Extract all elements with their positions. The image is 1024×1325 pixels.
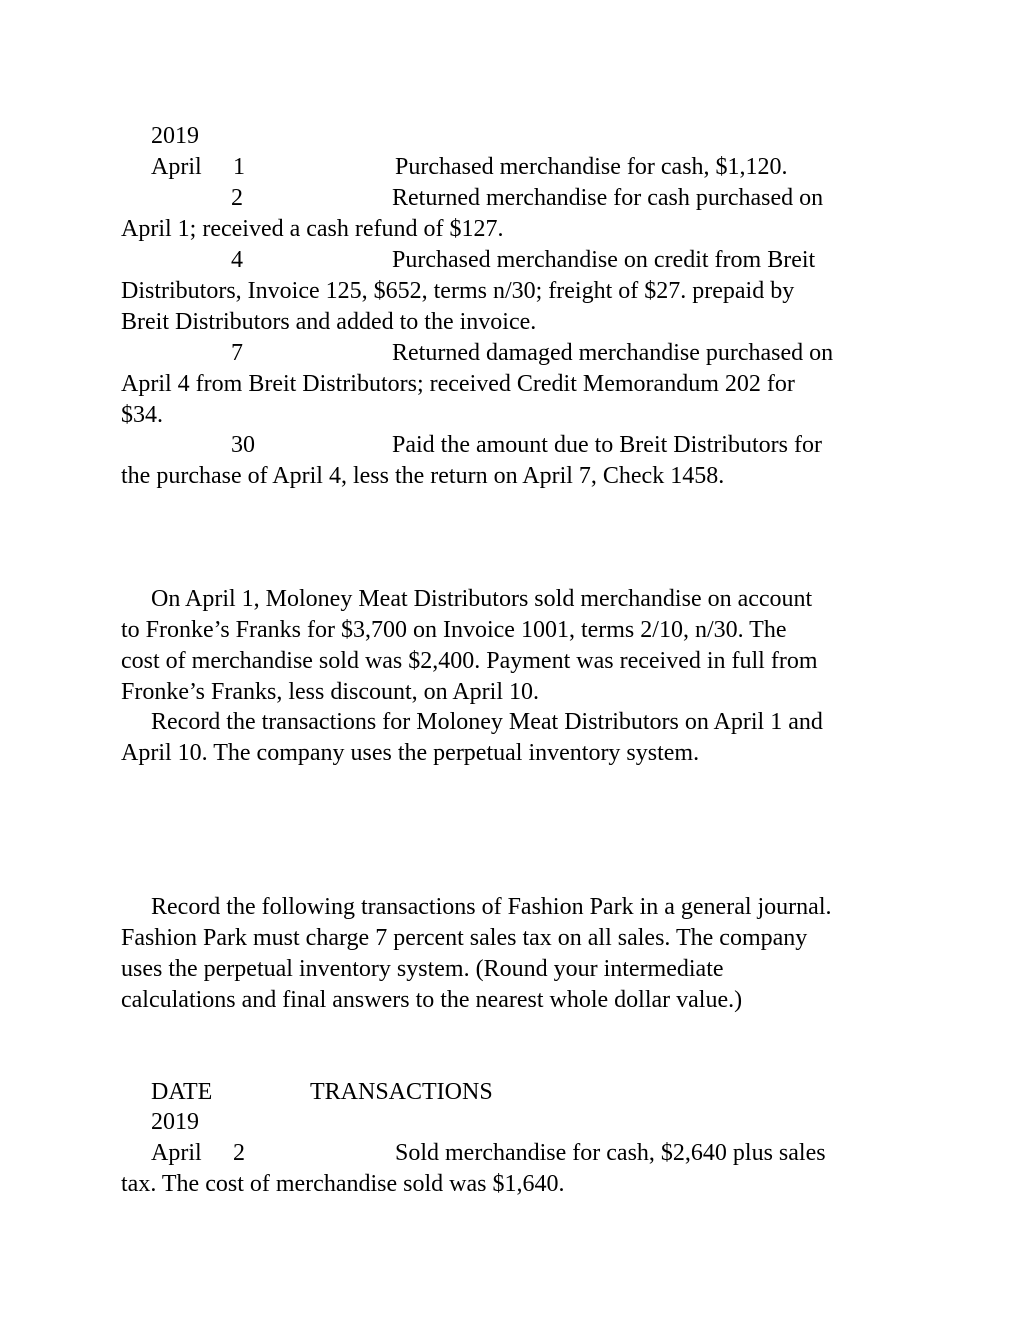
entry-text-continuation: Distributors, Invoice 125, $652, terms n/30; freight of $27. prepaid by: [121, 278, 795, 304]
transactions-header: TRANSACTIONS: [310, 1079, 493, 1105]
paragraph-line: uses the perpetual inventory system. (Round your intermediate: [121, 956, 724, 982]
day-label: 4: [231, 247, 243, 273]
entry-text: Purchased merchandise on credit from Breit: [392, 247, 816, 273]
entry-text-continuation: April 1; received a cash refund of $127.: [121, 216, 504, 242]
day-label: 2: [231, 185, 243, 211]
paragraph-line: Fashion Park must charge 7 percent sales tax on all sales. The company: [121, 925, 808, 951]
entry-text-continuation: April 4 from Breit Distributors; received Credit Memorandum 202 for: [121, 371, 795, 397]
day-label: 1: [233, 154, 245, 180]
day-label: 2: [233, 1140, 245, 1166]
paragraph-line: On April 1, Moloney Meat Distributors sold merchandise on account: [151, 586, 813, 612]
paragraph-line: to Fronke’s Franks for $3,700 on Invoice 1001, terms 2/10, n/30. The: [121, 617, 787, 643]
entry-text-continuation: the purchase of April 4, less the return on April 7, Check 1458.: [121, 463, 725, 489]
month-label: April: [151, 154, 202, 180]
entry-text: Purchased merchandise for cash, $1,120.: [395, 154, 788, 180]
day-label: 7: [231, 340, 243, 366]
entry-text: Returned damaged merchandise purchased on: [392, 340, 834, 366]
date-header: DATE: [151, 1079, 213, 1105]
paragraph-line: calculations and final answers to the nearest whole dollar value.): [121, 987, 743, 1013]
paragraph-line: April 10. The company uses the perpetual inventory system.: [121, 740, 700, 766]
day-label: 30: [231, 432, 255, 458]
entry-text-continuation: $34.: [121, 402, 163, 428]
year-label: 2019: [151, 123, 199, 149]
paragraph-line: Record the following transactions of Fashion Park in a general journal.: [151, 894, 832, 920]
entry-text: Returned merchandise for cash purchased on: [392, 185, 824, 211]
paragraph-line: cost of merchandise sold was $2,400. Payment was received in full from: [121, 648, 818, 674]
entry-text-continuation: tax. The cost of merchandise sold was $1,640.: [121, 1171, 565, 1197]
month-label: April: [151, 1140, 202, 1166]
year-label: 2019: [151, 1109, 199, 1135]
entry-text: Sold merchandise for cash, $2,640 plus sales: [395, 1140, 826, 1166]
paragraph-line: Record the transactions for Moloney Meat Distributors on April 1 and: [151, 709, 823, 735]
entry-text: Paid the amount due to Breit Distributors for: [392, 432, 822, 458]
paragraph-line: Fronke’s Franks, less discount, on April 10.: [121, 679, 539, 705]
entry-text-continuation: Breit Distributors and added to the invoice.: [121, 309, 537, 335]
